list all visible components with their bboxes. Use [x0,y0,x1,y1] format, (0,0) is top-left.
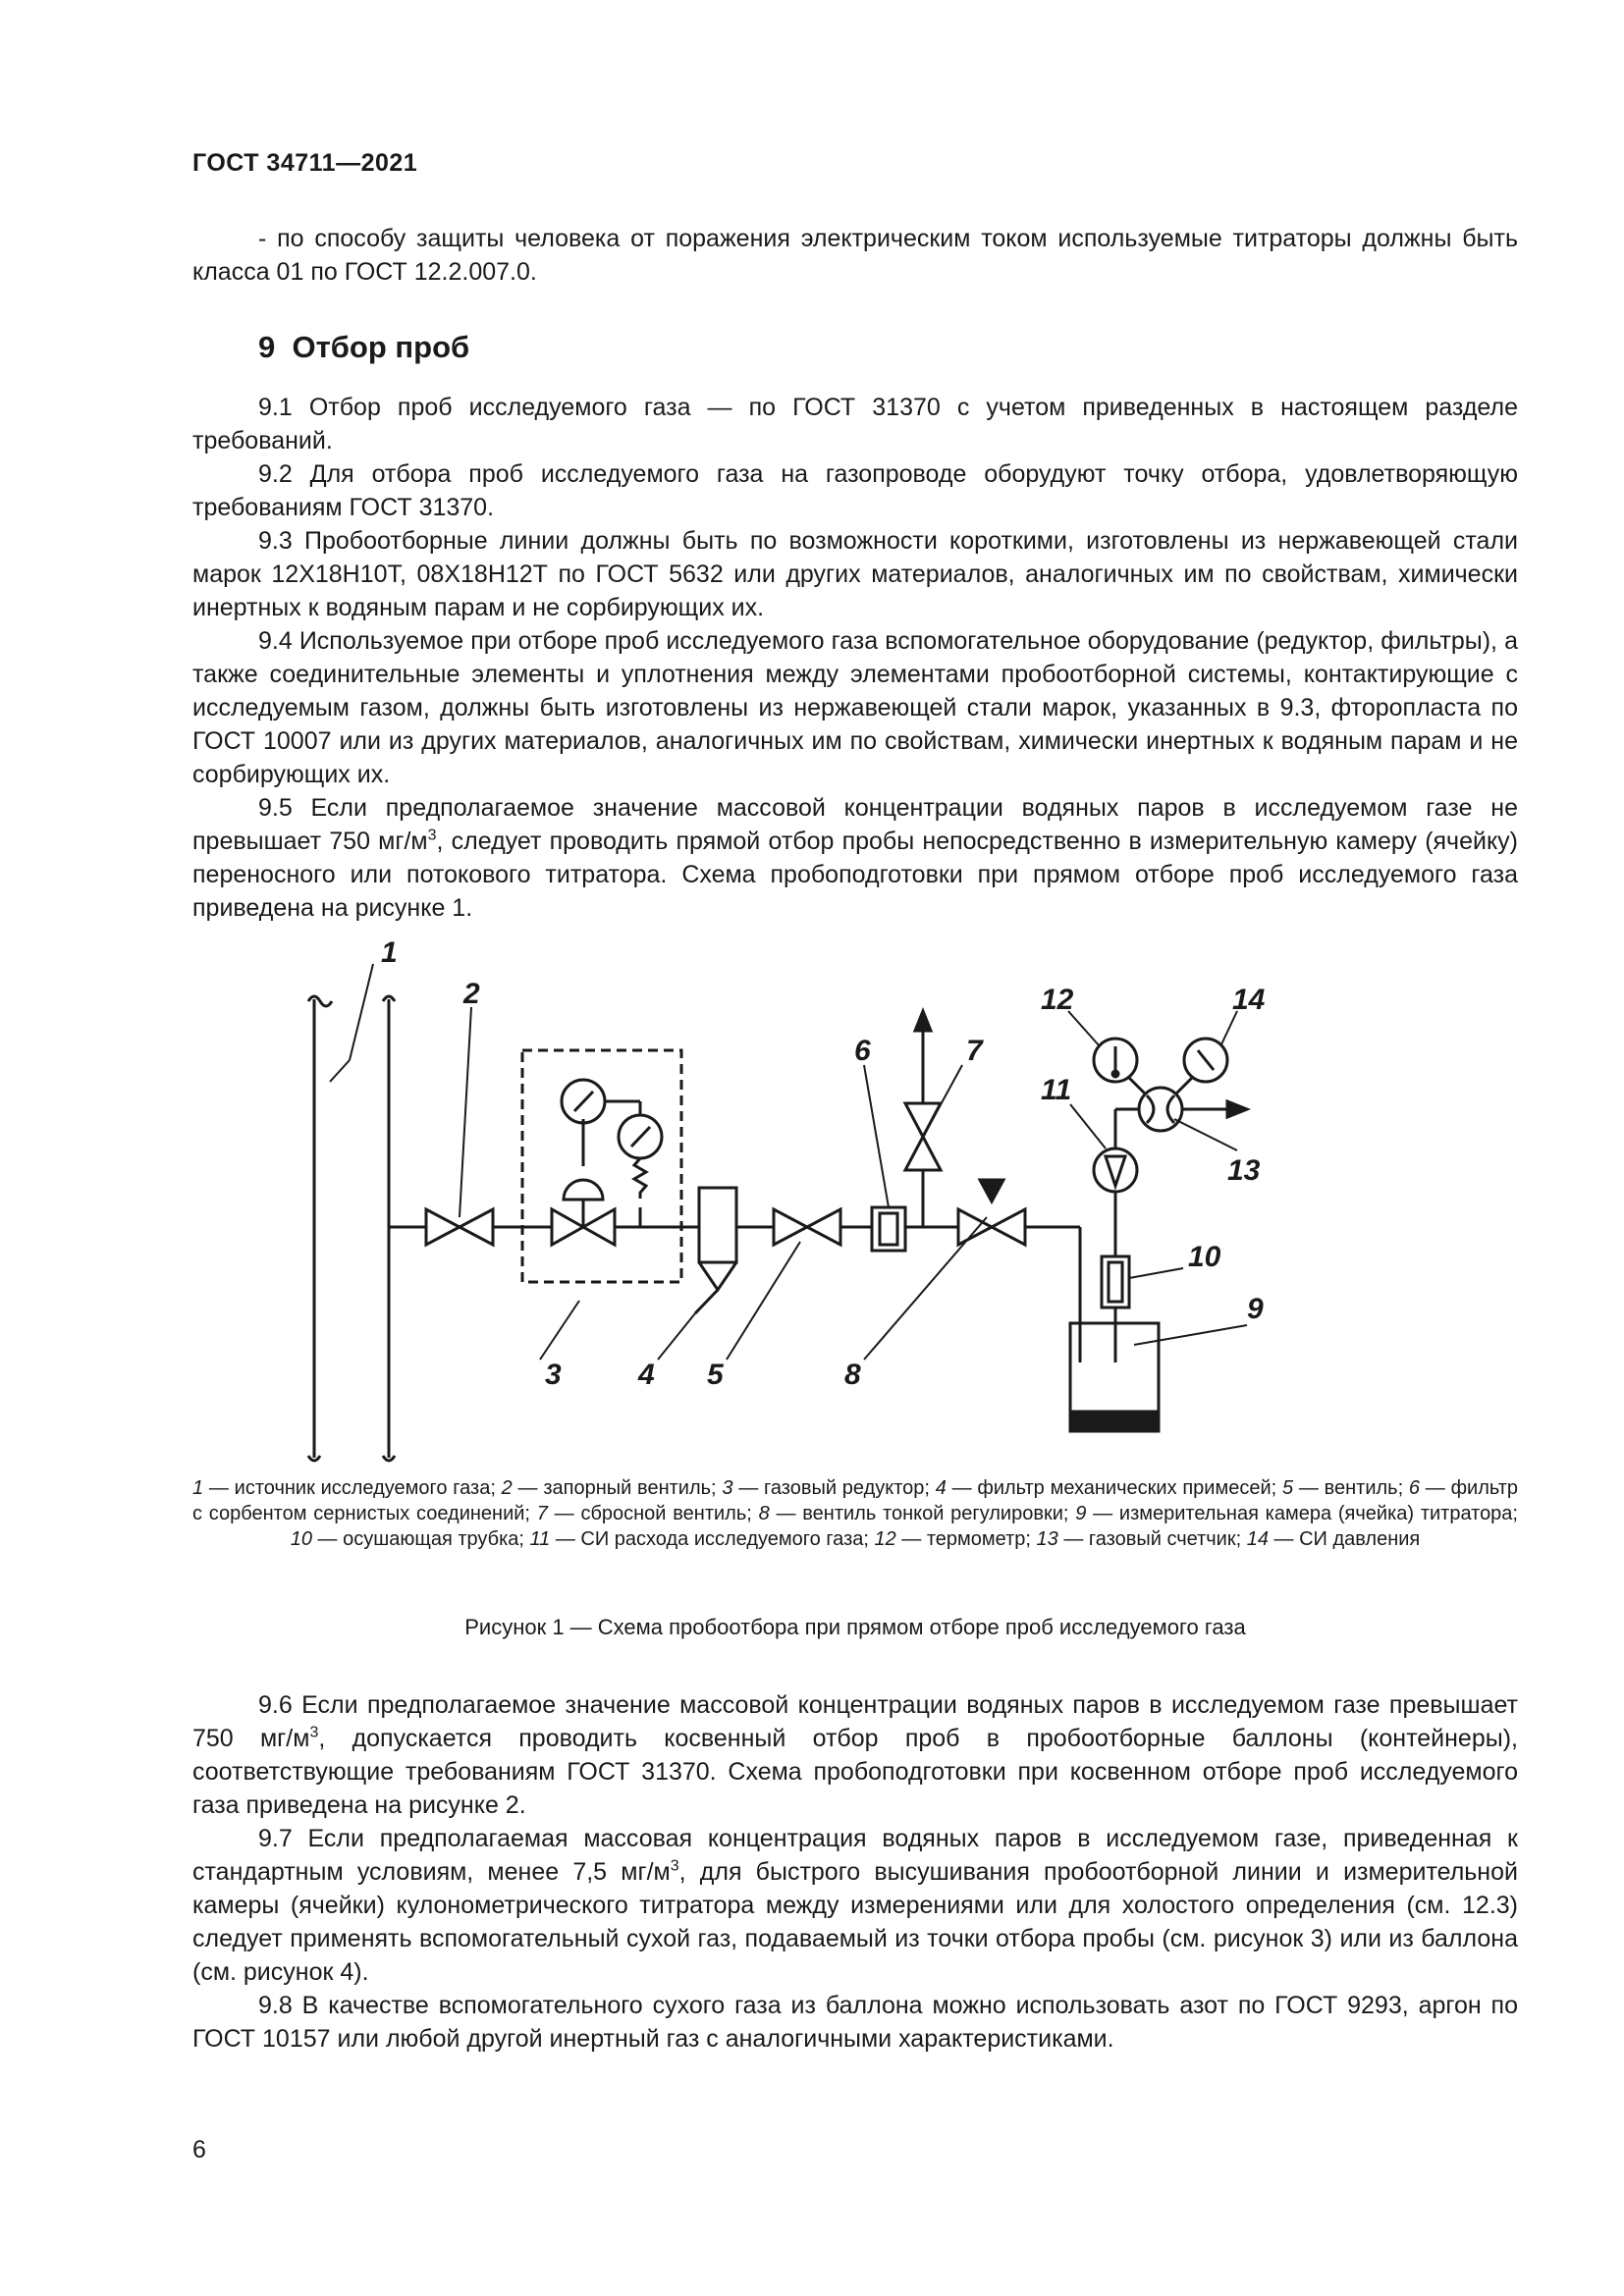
fine-regulation-valve-icon [958,1180,1025,1245]
section-title: Отбор проб [292,330,470,364]
pressure-gauge-icon [1176,1039,1227,1094]
vent-valve-icon [905,1011,941,1227]
section-heading [258,330,469,365]
paragraph-9-6: 9.6 Если предполагаемое значение массовой концентрации водяных паров в исследуемом газе превышает 750 $мг/м^3$, допускается проводить косвенный отбор проб в пробоотборные баллоны (контейнеры), соответствующие требованиям ГОСТ 31370. Схема пробоподготовки при косвенном отборе проб исследуемого газа приведена на рисунке 2. [192,1691,1518,1819]
thermometer-icon [1094,1039,1145,1094]
page-number: 6 [192,2136,206,2163]
label-6: 6 [854,1035,871,1067]
paragraph-9-2: 9.2 Для отбора проб исследуемого газа на газопроводе оборудуют точку отбора, удовлетворяющую требованиям ГОСТ 31370. [192,460,1518,521]
label-10: 10 [1188,1241,1221,1273]
label-3: 3 [545,1359,562,1391]
gas-counter-icon [1139,1088,1247,1131]
paragraph-9-4: 9.4 Используемое при отборе проб исследуемого газа вспомогательное оборудование (редуктор, фильтры), а также соединительные элементы и уплотнения между элементами пробоотборной системы, контактирующие с исследуемым газом, должны быть изготовлены из нержавеющей стали марок, указанных в 9.3, фторопласта по ГОСТ 10007 или из других материалов, аналогичных им по свойствам, химически инертных к водяным парам и не сорбирующих их. [192,627,1518,788]
section-number: 9 [258,330,276,364]
body-text-upper [192,391,1518,925]
label-8: 8 [844,1359,861,1391]
label-2: 2 [463,978,480,1010]
gas-source-pipe [308,996,395,1461]
label-9: 9 [1247,1293,1264,1325]
label-13: 13 [1227,1154,1261,1187]
mechanical-filter-icon [695,1188,736,1313]
figure-1-diagram [295,923,1532,1472]
figure-legend: 1 — источник исследуемого газа; 2 — запорный вентиль; 3 — газовый редуктор; 4 — фильтр механических примесей; 5 — вентиль; 6 — фильтр с сорбентом сернистых соединений; 7 — сбросной вентиль; 8 — вентиль тонкой регулировки; 9 — измерительная камера (ячейка) титратора; 10 — осушающая трубка; 11 — СИ расхода исследуемого газа; 12 — термометр; 13 — газовый счетчик; 14 — СИ давления [192,1477,1519,1550]
paragraph-9-8: 9.8 В качестве вспомогательного сухого газа из баллона можно использовать азот по ГОСТ 9293, аргон по ГОСТ 10157 или любой другой инертный газ с аналогичными характеристиками. [192,1992,1518,2053]
figure-caption: Рисунок 1 — Схема пробоотбора при прямом отборе проб исследуемого газа [464,1615,1246,1639]
document-header: ГОСТ 34711—2021 [192,149,418,177]
drying-tube-icon [1102,1256,1129,1308]
label-7: 7 [966,1035,983,1067]
paragraph-9-1: 9.1 Отбор проб исследуемого газа — по ГОСТ 31370 с учетом приведенных в настоящем разделе требований. [192,394,1518,454]
paragraph-9-3: 9.3 Пробоотборные линии должны быть по возможности короткими, изготовлены из нержавеющей стали марок 12Х18Н10Т, 08Х18Н12Т по ГОСТ 5632 или других материалов, аналогичных им по свойствам, химически инертных к водяным парам и не сорбирующих их. [192,527,1518,621]
intro-block [192,222,1518,289]
valve-icon [774,1209,840,1245]
intro-line: - по способу защиты человека от поражения электрическим током используемые титраторы должны быть класса 01 по ГОСТ 12.2.007.0. [192,225,1518,286]
body-text-lower [192,1688,1518,2056]
titrator-chamber-icon [1070,1308,1159,1431]
paragraph-9-7: 9.7 Если предполагаемая массовая концентрация водяных паров в исследуемом газе, приведенная к стандартным условиям, менее 7,5 $мг/м^3$, для быстрого высушивания пробоотборной линии и измерительной камеры (ячейки) кулонометрического титратора между измерениями или для холостого определения (см. 12.3) следует применять вспомогательный сухой газ, подаваемый из точки отбора пробы (см. рисунок 3) или из баллона (см. рисунок 4). [192,1825,1518,1986]
label-11: 11 [1041,1074,1072,1106]
label-4: 4 [638,1359,655,1391]
label-5: 5 [707,1359,724,1391]
gas-reducer-icon [522,1080,662,1245]
label-12: 12 [1041,984,1074,1016]
sorbent-filter-icon [872,1207,905,1251]
label-1: 1 [381,936,398,969]
label-14: 14 [1232,984,1266,1016]
paragraph-9-5: 9.5 Если предполагаемое значение массовой концентрации водяных паров в исследуемом газе не превышает 750 $мг/м^3$, следует проводить прямой отбор пробы непосредственно в измерительную камеру (ячейку) переносного или потокового титратора. Схема пробоподготовки при прямом отборе проб исследуемого газа приведена на рисунке 1. [192,794,1518,922]
flow-meter-icon [1094,1148,1137,1192]
